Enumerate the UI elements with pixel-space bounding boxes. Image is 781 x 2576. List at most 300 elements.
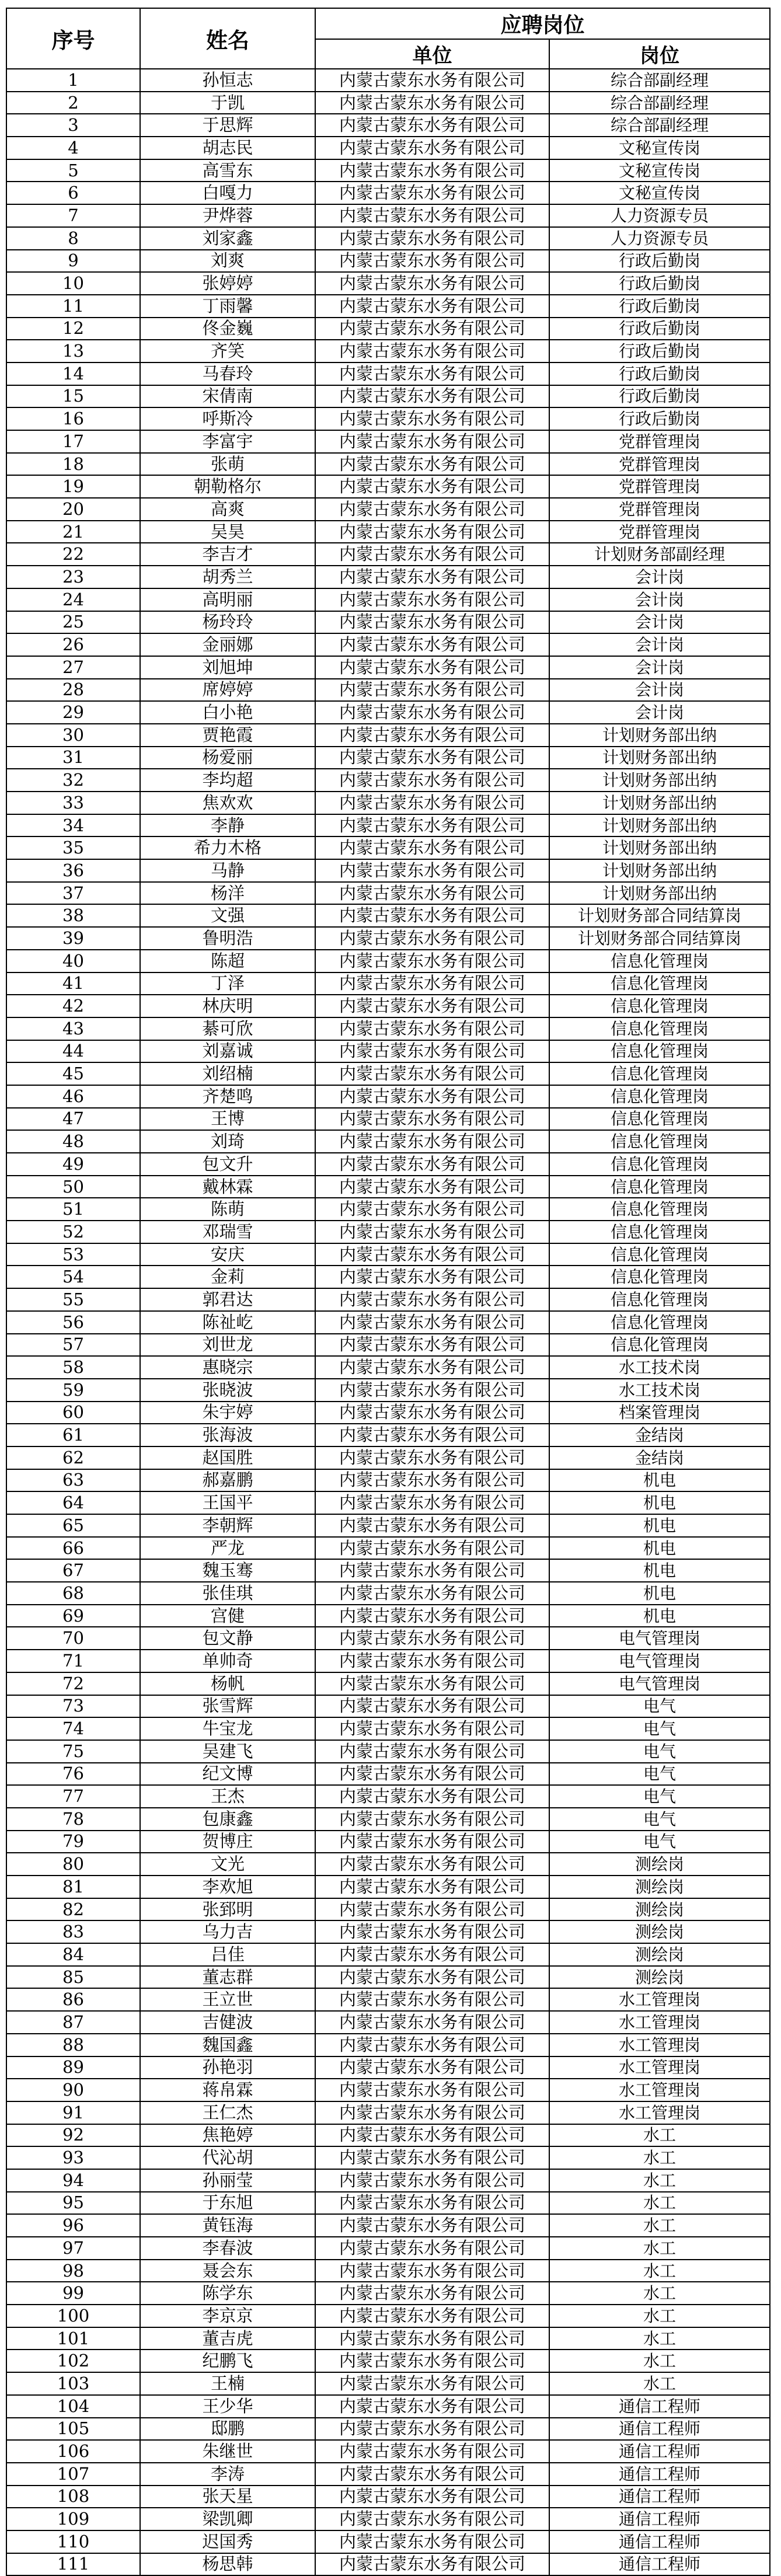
table-row [6, 882, 770, 905]
row-name: 李欢旭 [140, 1876, 315, 1898]
row-name: 王杰 [140, 1785, 315, 1808]
row-name: 张婷婷 [140, 272, 315, 295]
row-unit: 内蒙古蒙东水务有限公司 [315, 295, 549, 318]
row-index: 51 [6, 1198, 140, 1221]
row-post: 行政后勤岗 [549, 272, 770, 295]
row-name: 杨洋 [140, 882, 315, 905]
table-row [6, 2463, 770, 2486]
row-name: 魏玉骞 [140, 1559, 315, 1582]
row-post: 测绘岗 [549, 1943, 770, 1966]
row-unit: 内蒙古蒙东水务有限公司 [315, 633, 549, 656]
row-post: 会计岗 [549, 566, 770, 588]
row-name: 乌力吉 [140, 1920, 315, 1943]
row-index: 39 [6, 927, 140, 950]
row-name: 陈超 [140, 950, 315, 972]
table-row [6, 995, 770, 1017]
row-name: 尹烨蓉 [140, 204, 315, 227]
row-post: 通信工程师 [549, 2418, 770, 2441]
table-row [6, 904, 770, 927]
row-name: 郝嘉鹏 [140, 1469, 315, 1492]
row-post: 电气管理岗 [549, 1650, 770, 1672]
row-unit: 内蒙古蒙东水务有限公司 [315, 250, 549, 273]
header-index: 序号 [6, 8, 140, 69]
row-name: 高爽 [140, 498, 315, 521]
row-name: 张郅明 [140, 1898, 315, 1921]
row-name: 王国平 [140, 1491, 315, 1514]
table-row [6, 1537, 770, 1560]
row-post: 水工 [549, 2350, 770, 2372]
table-row [6, 2214, 770, 2237]
row-index: 26 [6, 633, 140, 656]
table-row [6, 475, 770, 498]
row-unit: 内蒙古蒙东水务有限公司 [315, 1017, 549, 1040]
row-unit: 内蒙古蒙东水务有限公司 [315, 1582, 549, 1605]
row-unit: 内蒙古蒙东水务有限公司 [315, 1379, 549, 1402]
row-unit: 内蒙古蒙东水务有限公司 [315, 679, 549, 702]
row-unit: 内蒙古蒙东水务有限公司 [315, 69, 549, 92]
row-index: 89 [6, 2056, 140, 2079]
row-name: 牛宝龙 [140, 1717, 315, 1740]
table-row [6, 2418, 770, 2441]
row-name: 焦艳婷 [140, 2124, 315, 2147]
table-row [6, 1966, 770, 1989]
row-index: 47 [6, 1108, 140, 1131]
row-unit: 内蒙古蒙东水务有限公司 [315, 2418, 549, 2441]
row-post: 信息化管理岗 [549, 1062, 770, 1085]
row-unit: 内蒙古蒙东水务有限公司 [315, 972, 549, 995]
row-index: 24 [6, 588, 140, 611]
row-name: 杨爱丽 [140, 747, 315, 769]
row-unit: 内蒙古蒙东水务有限公司 [315, 1402, 549, 1424]
table-row [6, 747, 770, 769]
row-post: 通信工程师 [549, 2440, 770, 2463]
row-post: 信息化管理岗 [549, 1130, 770, 1153]
row-name: 李吉才 [140, 543, 315, 566]
row-post: 测绘岗 [549, 1920, 770, 1943]
row-unit: 内蒙古蒙东水务有限公司 [315, 1966, 549, 1989]
row-unit: 内蒙古蒙东水务有限公司 [315, 2553, 549, 2576]
table-row [6, 1582, 770, 1605]
row-name: 陈祉屹 [140, 1311, 315, 1334]
row-name: 齐笑 [140, 340, 315, 362]
row-unit: 内蒙古蒙东水务有限公司 [315, 1785, 549, 1808]
row-unit: 内蒙古蒙东水务有限公司 [315, 137, 549, 159]
table-row [6, 2350, 770, 2372]
row-post: 信息化管理岗 [549, 1153, 770, 1176]
table-row [6, 1221, 770, 1243]
row-index: 65 [6, 1514, 140, 1537]
row-post: 党群管理岗 [549, 430, 770, 453]
row-unit: 内蒙古蒙东水务有限公司 [315, 543, 549, 566]
row-post: 水工 [549, 2260, 770, 2282]
row-unit: 内蒙古蒙东水务有限公司 [315, 2260, 549, 2282]
table-row [6, 2124, 770, 2147]
row-unit: 内蒙古蒙东水务有限公司 [315, 521, 549, 543]
table-row [6, 1017, 770, 1040]
row-unit: 内蒙古蒙东水务有限公司 [315, 859, 549, 882]
table-row [6, 679, 770, 702]
row-name: 李均超 [140, 769, 315, 792]
row-index: 25 [6, 611, 140, 634]
row-post: 信息化管理岗 [549, 1311, 770, 1334]
row-post: 通信工程师 [549, 2486, 770, 2508]
row-name: 孙丽莹 [140, 2169, 315, 2192]
table-body [6, 69, 770, 2575]
row-post: 行政后勤岗 [549, 362, 770, 385]
row-name: 王仁杰 [140, 2101, 315, 2124]
row-post: 计划财务部合同结算岗 [549, 927, 770, 950]
row-index: 7 [6, 204, 140, 227]
row-index: 37 [6, 882, 140, 905]
table-row [6, 950, 770, 972]
row-unit: 内蒙古蒙东水务有限公司 [315, 1062, 549, 1085]
row-unit: 内蒙古蒙东水务有限公司 [315, 1176, 549, 1198]
row-post: 水工管理岗 [549, 1988, 770, 2011]
row-name: 包康鑫 [140, 1808, 315, 1831]
row-post: 综合部副经理 [549, 92, 770, 114]
table-row [6, 182, 770, 204]
row-unit: 内蒙古蒙东水务有限公司 [315, 1943, 549, 1966]
row-index: 49 [6, 1153, 140, 1176]
row-unit: 内蒙古蒙东水务有限公司 [315, 1085, 549, 1108]
row-index: 5 [6, 159, 140, 182]
row-post: 水工 [549, 2192, 770, 2215]
row-unit: 内蒙古蒙东水务有限公司 [315, 159, 549, 182]
row-unit: 内蒙古蒙东水务有限公司 [315, 2079, 549, 2101]
row-name: 黄钰海 [140, 2214, 315, 2237]
row-index: 57 [6, 1334, 140, 1357]
row-name: 纪文博 [140, 1763, 315, 1786]
row-post: 信息化管理岗 [549, 1085, 770, 1108]
row-post: 计划财务部出纳 [549, 859, 770, 882]
row-unit: 内蒙古蒙东水务有限公司 [315, 114, 549, 137]
table-row [6, 1672, 770, 1695]
table-row [6, 227, 770, 250]
row-name: 刘旭坤 [140, 656, 315, 679]
row-unit: 内蒙古蒙东水务有限公司 [315, 747, 549, 769]
table-row [6, 498, 770, 521]
row-name: 杨思韩 [140, 2553, 315, 2576]
row-unit: 内蒙古蒙东水务有限公司 [315, 272, 549, 295]
row-index: 71 [6, 1650, 140, 1672]
row-index: 32 [6, 769, 140, 792]
row-index: 36 [6, 859, 140, 882]
row-unit: 内蒙古蒙东水务有限公司 [315, 1876, 549, 1898]
row-index: 106 [6, 2440, 140, 2463]
row-name: 文强 [140, 904, 315, 927]
row-name: 高雪东 [140, 159, 315, 182]
row-unit: 内蒙古蒙东水务有限公司 [315, 1672, 549, 1695]
row-post: 计划财务部出纳 [549, 724, 770, 747]
row-post: 电气 [549, 1695, 770, 1718]
row-name: 贺博庄 [140, 1831, 315, 1853]
row-name: 丁雨馨 [140, 295, 315, 318]
row-index: 28 [6, 679, 140, 702]
row-name: 杨玲玲 [140, 611, 315, 634]
header-position-group: 应聘岗位 [315, 8, 770, 39]
row-post: 行政后勤岗 [549, 385, 770, 408]
table-row [6, 92, 770, 114]
row-name: 吕佳 [140, 1943, 315, 1966]
row-index: 31 [6, 747, 140, 769]
row-post: 机电 [549, 1605, 770, 1627]
row-unit: 内蒙古蒙东水务有限公司 [315, 2508, 549, 2530]
row-name: 孙艳羽 [140, 2056, 315, 2079]
row-index: 81 [6, 1876, 140, 1898]
table-row [6, 318, 770, 340]
table-row [6, 588, 770, 611]
row-name: 纪鹏飞 [140, 2350, 315, 2372]
row-index: 14 [6, 362, 140, 385]
row-name: 刘绍楠 [140, 1062, 315, 1085]
row-index: 46 [6, 1085, 140, 1108]
row-name: 于东旭 [140, 2192, 315, 2215]
table-row [6, 2237, 770, 2260]
row-unit: 内蒙古蒙东水务有限公司 [315, 1288, 549, 1311]
row-post: 行政后勤岗 [549, 250, 770, 273]
table-row [6, 1514, 770, 1537]
row-unit: 内蒙古蒙东水务有限公司 [315, 385, 549, 408]
row-index: 55 [6, 1288, 140, 1311]
row-post: 机电 [549, 1537, 770, 1560]
row-name: 王少华 [140, 2395, 315, 2418]
row-name: 白嘎力 [140, 182, 315, 204]
row-post: 电气 [549, 1740, 770, 1763]
row-index: 35 [6, 836, 140, 859]
row-post: 人力资源专员 [549, 204, 770, 227]
row-post: 水工 [549, 2372, 770, 2395]
row-unit: 内蒙古蒙东水务有限公司 [315, 2056, 549, 2079]
table-row [6, 1176, 770, 1198]
row-post: 水工管理岗 [549, 2079, 770, 2101]
row-post: 电气管理岗 [549, 1627, 770, 1650]
row-unit: 内蒙古蒙东水务有限公司 [315, 227, 549, 250]
row-name: 贾艳霞 [140, 724, 315, 747]
table-header [6, 8, 770, 69]
row-post: 档案管理岗 [549, 1402, 770, 1424]
table-row [6, 1808, 770, 1831]
row-index: 45 [6, 1062, 140, 1085]
row-index: 29 [6, 701, 140, 724]
row-unit: 内蒙古蒙东水务有限公司 [315, 1650, 549, 1672]
row-post: 会计岗 [549, 633, 770, 656]
table-row [6, 656, 770, 679]
row-name: 惠晓宗 [140, 1356, 315, 1379]
row-name: 梁凯卿 [140, 2508, 315, 2530]
table-row [6, 1062, 770, 1085]
row-post: 信息化管理岗 [549, 950, 770, 972]
row-unit: 内蒙古蒙东水务有限公司 [315, 1627, 549, 1650]
table-row [6, 407, 770, 430]
row-post: 机电 [549, 1469, 770, 1492]
row-name: 佟金巍 [140, 318, 315, 340]
row-post: 计划财务部出纳 [549, 814, 770, 837]
row-name: 陈学东 [140, 2282, 315, 2305]
row-unit: 内蒙古蒙东水务有限公司 [315, 1605, 549, 1627]
row-index: 76 [6, 1763, 140, 1786]
row-unit: 内蒙古蒙东水务有限公司 [315, 1740, 549, 1763]
row-name: 包文静 [140, 1627, 315, 1650]
table-row [6, 1469, 770, 1492]
table-row [6, 1650, 770, 1672]
row-index: 101 [6, 2327, 140, 2350]
row-index: 91 [6, 2101, 140, 2124]
table-row [6, 385, 770, 408]
row-index: 41 [6, 972, 140, 995]
table-row [6, 2101, 770, 2124]
table-row [6, 2192, 770, 2215]
row-index: 22 [6, 543, 140, 566]
table-row [6, 521, 770, 543]
row-index: 48 [6, 1130, 140, 1153]
row-unit: 内蒙古蒙东水务有限公司 [315, 2169, 549, 2192]
row-unit: 内蒙古蒙东水务有限公司 [315, 340, 549, 362]
table-row [6, 114, 770, 137]
row-index: 9 [6, 250, 140, 273]
row-name: 马春玲 [140, 362, 315, 385]
row-unit: 内蒙古蒙东水务有限公司 [315, 1763, 549, 1786]
row-name: 吴昊 [140, 521, 315, 543]
table-row [6, 611, 770, 634]
row-name: 李京京 [140, 2305, 315, 2327]
row-name: 戴林霖 [140, 1176, 315, 1198]
row-name: 焦欢欢 [140, 792, 315, 814]
row-unit: 内蒙古蒙东水务有限公司 [315, 2395, 549, 2418]
table-row [6, 1559, 770, 1582]
row-name: 孙恒志 [140, 69, 315, 92]
row-name: 高明丽 [140, 588, 315, 611]
row-post: 通信工程师 [549, 2530, 770, 2553]
table-row [6, 362, 770, 385]
table-row [6, 159, 770, 182]
row-name: 张晓波 [140, 1379, 315, 1402]
row-index: 33 [6, 792, 140, 814]
row-unit: 内蒙古蒙东水务有限公司 [315, 1695, 549, 1718]
row-index: 83 [6, 1920, 140, 1943]
table-row [6, 836, 770, 859]
row-post: 综合部副经理 [549, 114, 770, 137]
row-post: 电气 [549, 1785, 770, 1808]
table-row [6, 340, 770, 362]
row-post: 党群管理岗 [549, 475, 770, 498]
table-row [6, 295, 770, 318]
row-post: 信息化管理岗 [549, 1221, 770, 1243]
row-name: 蒋帛霖 [140, 2079, 315, 2101]
row-index: 43 [6, 1017, 140, 1040]
row-post: 通信工程师 [549, 2463, 770, 2486]
row-unit: 内蒙古蒙东水务有限公司 [315, 588, 549, 611]
table-row [6, 2440, 770, 2463]
row-index: 108 [6, 2486, 140, 2508]
table-row [6, 2169, 770, 2192]
row-post: 计划财务部副经理 [549, 543, 770, 566]
row-name: 文光 [140, 1853, 315, 1876]
row-unit: 内蒙古蒙东水务有限公司 [315, 927, 549, 950]
row-name: 鲁明浩 [140, 927, 315, 950]
row-post: 行政后勤岗 [549, 340, 770, 362]
row-post: 信息化管理岗 [549, 1266, 770, 1288]
table-row [6, 543, 770, 566]
row-name: 金丽娜 [140, 633, 315, 656]
row-index: 87 [6, 2011, 140, 2034]
row-index: 10 [6, 272, 140, 295]
row-name: 赵国胜 [140, 1446, 315, 1469]
row-name: 宫健 [140, 1605, 315, 1627]
row-index: 79 [6, 1831, 140, 1853]
row-name: 杨帆 [140, 1672, 315, 1695]
row-index: 103 [6, 2372, 140, 2395]
table-row [6, 1085, 770, 1108]
row-unit: 内蒙古蒙东水务有限公司 [315, 1988, 549, 2011]
row-unit: 内蒙古蒙东水务有限公司 [315, 2486, 549, 2508]
row-post: 电气 [549, 1808, 770, 1831]
table-row [6, 769, 770, 792]
header-post: 岗位 [549, 39, 770, 69]
table-row [6, 2305, 770, 2327]
table-row [6, 1243, 770, 1266]
row-post: 水工管理岗 [549, 2101, 770, 2124]
row-index: 2 [6, 92, 140, 114]
row-post: 水工管理岗 [549, 2056, 770, 2079]
row-post: 会计岗 [549, 611, 770, 634]
row-unit: 内蒙古蒙东水务有限公司 [315, 836, 549, 859]
row-unit: 内蒙古蒙东水务有限公司 [315, 2282, 549, 2305]
row-index: 100 [6, 2305, 140, 2327]
row-index: 56 [6, 1311, 140, 1334]
row-post: 计划财务部出纳 [549, 747, 770, 769]
table-row [6, 2034, 770, 2056]
row-unit: 内蒙古蒙东水务有限公司 [315, 769, 549, 792]
row-name: 聂会东 [140, 2260, 315, 2282]
row-name: 邸鹏 [140, 2418, 315, 2441]
row-unit: 内蒙古蒙东水务有限公司 [315, 1334, 549, 1357]
row-index: 90 [6, 2079, 140, 2101]
row-index: 6 [6, 182, 140, 204]
row-unit: 内蒙古蒙东水务有限公司 [315, 611, 549, 634]
row-index: 86 [6, 1988, 140, 2011]
row-post: 会计岗 [549, 656, 770, 679]
row-name: 綦可欣 [140, 1017, 315, 1040]
row-post: 水工管理岗 [549, 2034, 770, 2056]
row-index: 11 [6, 295, 140, 318]
row-index: 82 [6, 1898, 140, 1921]
row-name: 代沁胡 [140, 2146, 315, 2169]
row-name: 邓瑞雪 [140, 1221, 315, 1243]
row-index: 64 [6, 1491, 140, 1514]
row-index: 3 [6, 114, 140, 137]
row-index: 21 [6, 521, 140, 543]
row-index: 96 [6, 2214, 140, 2237]
table-row [6, 792, 770, 814]
row-post: 信息化管理岗 [549, 1243, 770, 1266]
row-unit: 内蒙古蒙东水务有限公司 [315, 724, 549, 747]
row-post: 信息化管理岗 [549, 1176, 770, 1198]
row-unit: 内蒙古蒙东水务有限公司 [315, 2214, 549, 2237]
row-unit: 内蒙古蒙东水务有限公司 [315, 453, 549, 476]
table-row [6, 927, 770, 950]
row-post: 信息化管理岗 [549, 1334, 770, 1357]
row-post: 党群管理岗 [549, 498, 770, 521]
row-name: 刘世龙 [140, 1334, 315, 1357]
row-unit: 内蒙古蒙东水务有限公司 [315, 498, 549, 521]
row-index: 59 [6, 1379, 140, 1402]
row-index: 105 [6, 2418, 140, 2441]
table-row [6, 1266, 770, 1288]
row-index: 27 [6, 656, 140, 679]
table-row [6, 1356, 770, 1379]
row-index: 54 [6, 1266, 140, 1288]
row-index: 1 [6, 69, 140, 92]
